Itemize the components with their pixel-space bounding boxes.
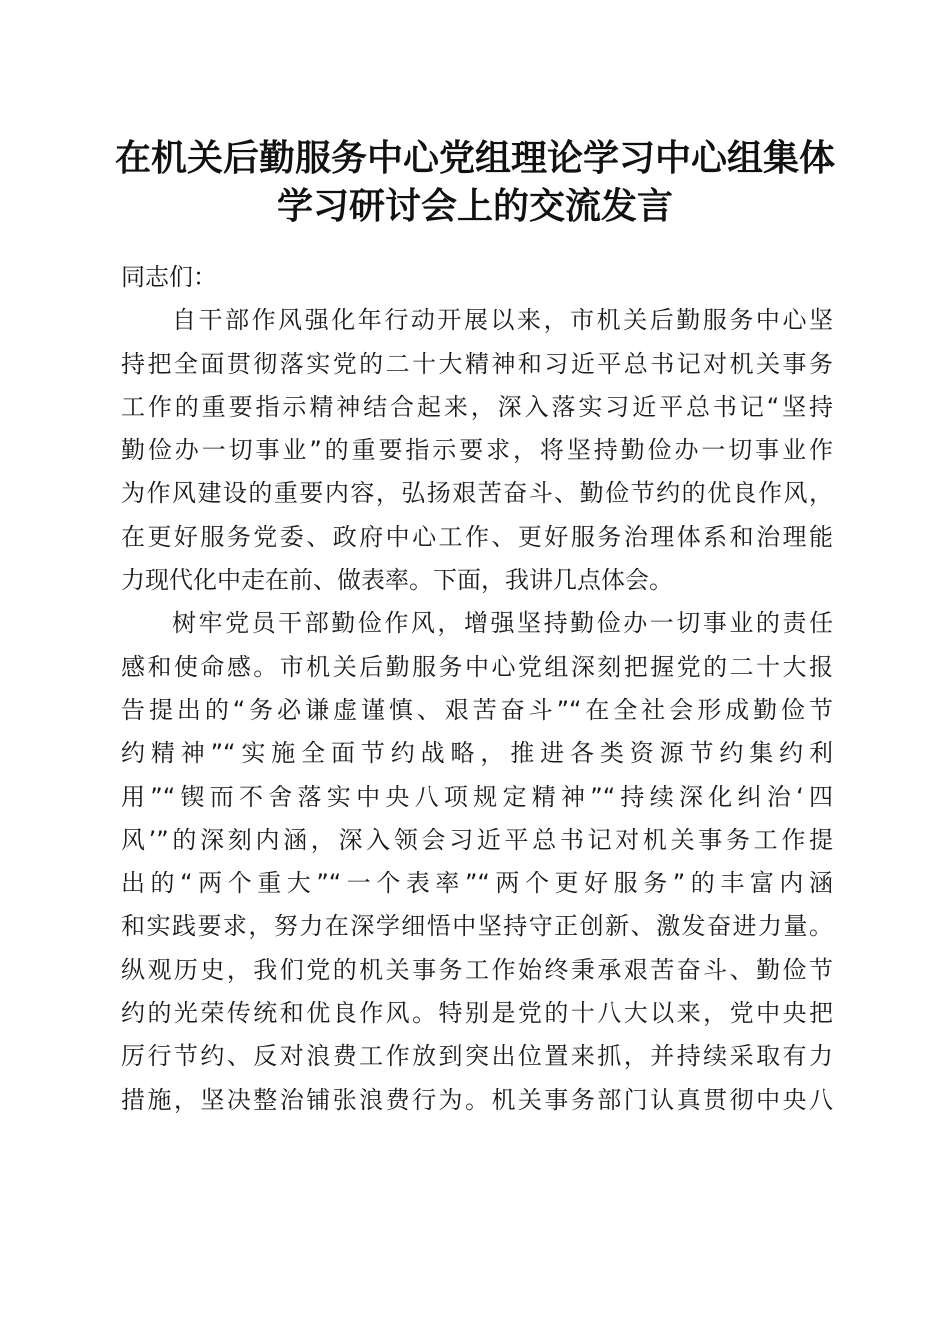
paragraph-line: 勤俭办一切事业”的重要指示要求，将坚持勤俭办一切事业作 — [121, 436, 833, 465]
paragraph-line: 厉行节约、反对浪费工作放到突出位置来抓，并持续采取有力 — [121, 1042, 833, 1071]
paragraph-line: 树牢党员干部勤俭作风，增强坚持勤俭办一切事业的责任 — [172, 609, 833, 638]
paragraph-line: 自干部作风强化年行动开展以来，市机关后勤服务中心坚 — [172, 306, 833, 335]
paragraph-line: 用”“锲而不舍落实中央八项规定精神”“持续深化纠治‘四 — [121, 782, 833, 811]
paragraph-line: 约的光荣传统和优良作风。特别是党的十八大以来，党中央把 — [121, 999, 833, 1028]
paragraph-line: 和实践要求，努力在深学细悟中坚持守正创新、激发奋进力量。 — [121, 912, 833, 941]
paragraph-line: 感和使命感。市机关后勤服务中心党组深刻把握党的二十大报 — [121, 652, 833, 681]
salutation: 同志们： — [121, 263, 217, 291]
paragraph — [121, 299, 833, 602]
paragraph-line: 措施，坚决整治铺张浪费行为。机关事务部门认真贯彻中央八 — [121, 1085, 833, 1114]
title-line: 在机关后勤服务中心党组理论学习中心组集体 — [114, 137, 835, 179]
paragraph-line: 纵观历史，我们党的机关事务工作始终秉承艰苦奋斗、勤俭节 — [121, 955, 833, 984]
paragraph-line: 力现代化中走在前、做表率。下面，我讲几点体会。 — [121, 566, 673, 595]
paragraph-line: 风’”的深刻内涵，深入领会习近平总书记对机关事务工作提 — [121, 825, 833, 854]
paragraph-line: 出的“两个重大”“一个表率”“两个更好服务”的丰富内涵 — [121, 869, 833, 898]
paragraph-line: 为作风建设的重要内容，弘扬艰苦奋斗、勤俭节约的优良作风， — [121, 479, 833, 508]
title-line: 学习研讨会上的交流发言 — [276, 185, 673, 227]
paragraph-line: 告提出的“务必谦虚谨慎、艰苦奋斗”“在全社会形成勤俭节 — [121, 695, 833, 724]
paragraph-line: 持把全面贯彻落实党的二十大精神和习近平总书记对机关事务 — [121, 349, 833, 378]
paragraph-line: 在更好服务党委、政府中心工作、更好服务治理体系和治理能 — [121, 522, 833, 551]
paragraph-line: 工作的重要指示精神结合起来，深入落实习近平总书记“坚持 — [121, 392, 833, 421]
paragraph — [121, 602, 833, 1122]
paragraph-line: 约精神”“实施全面节约战略，推进各类资源节约集约利 — [121, 739, 833, 768]
document-title — [100, 134, 850, 230]
document-body — [121, 256, 833, 1122]
